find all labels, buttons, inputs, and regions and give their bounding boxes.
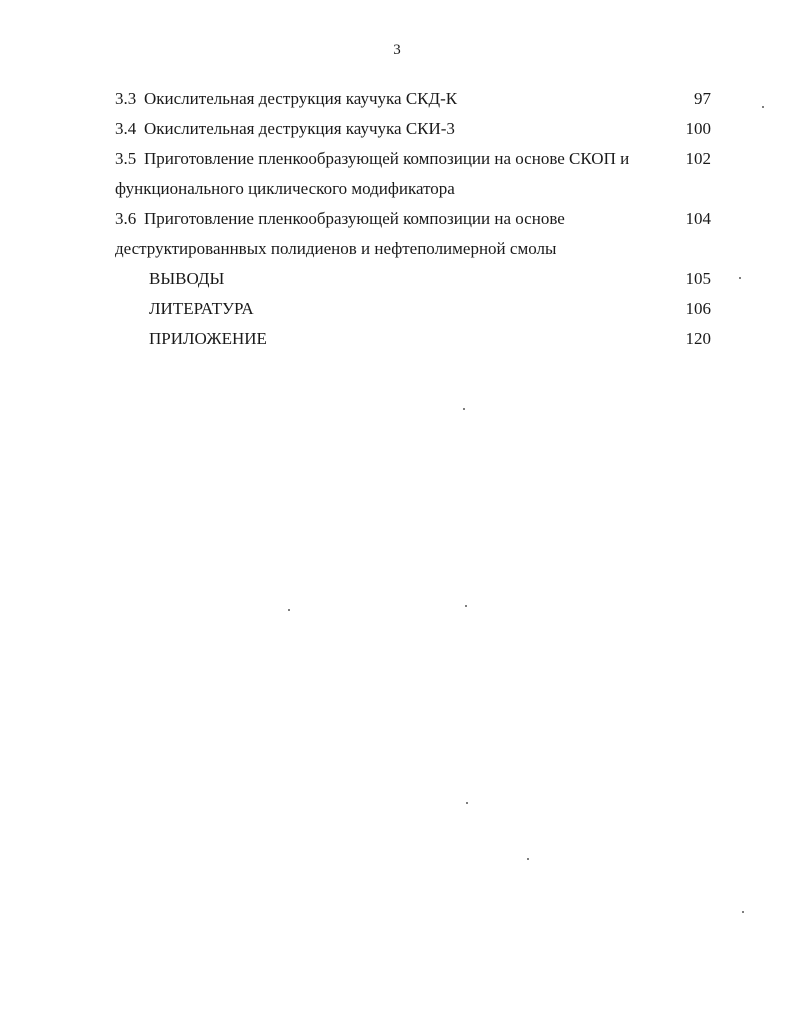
scan-speck xyxy=(742,911,744,913)
toc-entry-3-5 xyxy=(115,144,711,204)
scan-speck xyxy=(288,609,290,611)
toc-entry-title: ЛИТЕРАТУРА xyxy=(149,299,254,318)
toc-entry-title: Приготовление пленкообразующей композиции на основе СКОП и xyxy=(144,149,630,168)
toc-entry-literature xyxy=(115,294,711,324)
toc-entry-number: 3.5 xyxy=(115,149,137,168)
toc-entry-title: Окислительная деструкция каучука СКД-К xyxy=(144,89,458,108)
toc-entry-page: 102 xyxy=(685,149,711,168)
scan-speck xyxy=(527,858,529,860)
toc-entry-number: 3.4 xyxy=(115,119,137,138)
toc-entry-3-6 xyxy=(115,204,711,264)
toc-entry-3-3 xyxy=(115,84,711,114)
toc-entry-title: ПРИЛОЖЕНИЕ xyxy=(149,329,267,348)
toc-entry-page: 120 xyxy=(685,329,711,348)
toc-entry-number: 3.3 xyxy=(115,89,137,108)
toc-entry-number: 3.6 xyxy=(115,209,137,228)
toc-entry-conclusions xyxy=(115,264,711,294)
scan-speck xyxy=(739,277,741,279)
scan-speck xyxy=(465,605,467,607)
toc-entry-3-4 xyxy=(115,114,711,144)
toc-entry-title: Приготовление пленкообразующей композиции на основе xyxy=(144,209,565,228)
toc-entry-continuation: функционального циклического модификатора xyxy=(115,179,455,198)
table-of-contents xyxy=(115,84,711,354)
toc-entry-title: Окислительная деструкция каучука СКИ-3 xyxy=(144,119,455,138)
toc-entry-page: 97 xyxy=(694,89,711,108)
page-number: 3 xyxy=(393,42,401,58)
toc-entry-page: 105 xyxy=(685,269,711,288)
toc-entry-continuation: деструктированнвых полидиенов и нефтеполимерной смолы xyxy=(115,239,557,258)
toc-entry-page: 100 xyxy=(685,119,711,138)
scan-speck xyxy=(466,802,468,804)
scan-speck xyxy=(762,106,764,108)
scan-speck xyxy=(463,408,465,410)
toc-entry-title: ВЫВОДЫ xyxy=(149,269,225,288)
toc-entry-page: 106 xyxy=(685,299,711,318)
toc-entry-page: 104 xyxy=(685,209,711,228)
toc-entry-appendix xyxy=(115,324,711,354)
